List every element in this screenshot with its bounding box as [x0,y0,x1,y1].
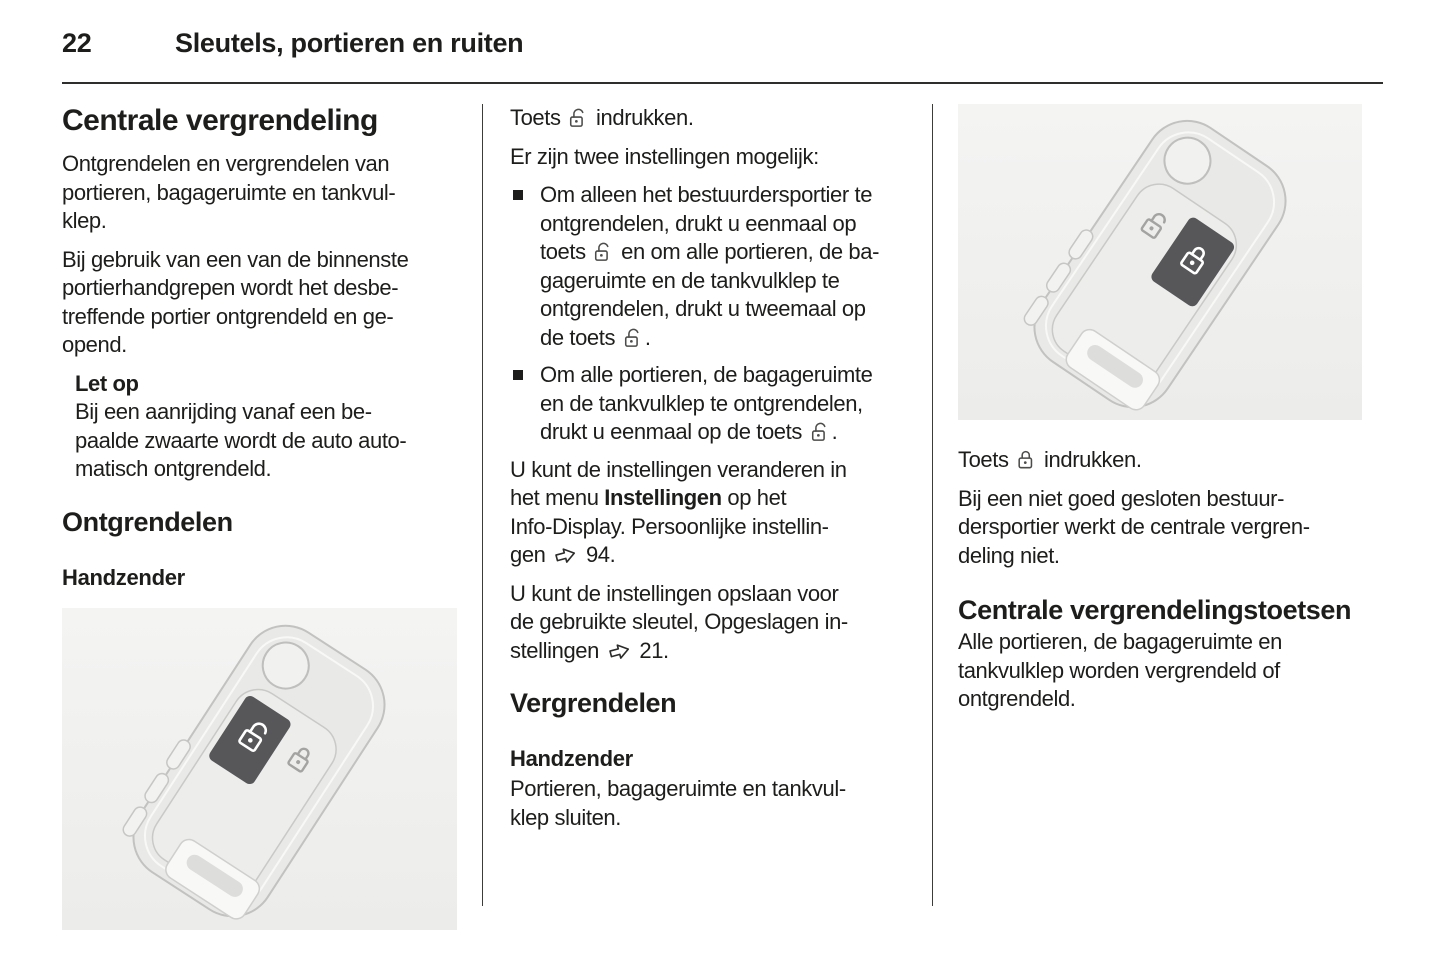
text-segment: het menu [510,485,599,510]
text-segment: indrukken. [596,105,694,130]
text-segment: stellingen [510,637,599,663]
subheading-handzender: Handzender [510,746,633,771]
text-line [540,418,905,447]
page-header [62,28,1383,66]
text-segment: en om alle portieren, de ba- [621,239,879,264]
text-segment: de toets [540,324,616,350]
text-line: klep. [62,208,107,233]
section-heading-ontgrendelen: Ontgrendelen [62,506,233,537]
text-line: ontgrendelen, drukt u eenmaal op [540,210,857,236]
page-number: 22 [62,28,92,58]
column-left [62,104,457,946]
text-line: Om alleen het bestuurdersportier te [540,182,873,207]
section-heading-vergrendelen: Vergrendelen [510,688,677,718]
chapter-title: Sleutels, portieren en ruiten [175,28,524,58]
paragraph [958,628,1364,714]
subheading-handzender: Handzender [62,564,185,590]
text-line: ontgrendelen, drukt u tweemaal op [540,296,866,321]
text-line: paalde zwaarte wordt de auto auto- [75,427,407,453]
text-segment: Toets [958,447,1009,472]
text-line [510,637,905,666]
text-line: gageruimte en de tankvulklep te [540,267,840,293]
text-segment: op het [727,485,787,510]
key-fob-unlock-figure [62,608,457,930]
list-item [510,181,905,352]
unlock-icon [568,105,588,130]
text-segment: . [644,324,651,350]
text-segment: . [831,419,838,444]
lock-icon [1016,447,1036,472]
menu-name-bold: Instellingen [604,485,722,510]
header-rule [62,82,1383,84]
bullet-square-icon [513,190,523,200]
note-block [75,370,457,484]
text-line: dersportier werkt de centrale vergren- [958,514,1310,539]
section-heading-centrale-vergrendeling: Centrale vergrendeling [62,104,378,137]
column-right [958,104,1364,724]
paragraph [62,150,457,236]
bullet-list [510,181,905,447]
text-line: Ontgrendelen en vergrendelen van [62,151,390,176]
text-line: U kunt de instellingen veranderen in [510,456,847,482]
text-line: en de tankvulklep te ontgrendelen, [540,390,863,416]
note-title: Let op [75,370,139,396]
column-divider [482,104,483,906]
paragraph [510,580,905,666]
text-segment: indrukken. [1044,447,1142,472]
text-line: Info-Display. Persoonlijke instellin- [510,513,829,539]
text-line: U kunt de instellingen opslaan voor [510,580,839,606]
text-line [540,238,905,267]
unlock-icon [593,239,613,264]
text-line [510,484,905,513]
press-unlock-line [510,104,905,133]
list-item [510,361,905,447]
unlock-icon [810,419,830,444]
page-content [62,104,1383,946]
text-segment: toets [540,239,586,264]
text-line [510,541,905,570]
page-reference: 21. [639,637,669,663]
page-ref-arrow-icon [553,545,578,566]
paragraph [958,485,1364,571]
text-line: ontgrendeld. [958,686,1076,711]
press-lock-line [958,446,1364,475]
column-middle [510,104,905,842]
text-line: portierhandgrepen wordt het desbe- [62,275,399,300]
text-line: deling niet. [958,542,1060,568]
text-line: Er zijn twee instellingen mogelijk: [510,143,819,169]
text-line: matisch ontgrendeld. [75,456,272,481]
paragraph [510,143,905,172]
column-divider [932,104,933,906]
paragraph [62,246,457,360]
text-segment: drukt u eenmaal op de toets [540,419,802,444]
text-line: de gebruikte sleutel, Opgeslagen in- [510,609,848,634]
text-line: opend. [62,332,127,357]
paragraph [510,775,905,832]
text-line: Bij een niet goed gesloten bestuur- [958,485,1285,511]
bullet-square-icon [513,370,523,380]
text-line: klep sluiten. [510,804,621,830]
text-line [540,324,905,353]
key-fob-illustration-lock [958,104,1362,420]
text-segment: gen [510,542,546,567]
text-line: portieren, bagageruimte en tankvul- [62,179,396,205]
text-line: Portieren, bagageruimte en tankvul- [510,776,846,801]
text-line: Bij gebruik van een van de binnenste [62,246,409,272]
key-fob-illustration-unlock [62,608,457,930]
unlock-icon [623,325,643,350]
text-line: Om alle portieren, de bagageruimte [540,362,873,387]
paragraph [510,456,905,570]
text-line: Bij een aanrijding vanaf een be- [75,399,372,424]
text-line: Alle portieren, de bagageruimte en [958,629,1282,654]
text-segment: Toets [510,105,561,130]
section-heading-centrale-vergrendelingstoetsen: Centrale vergrendelingstoetsen [958,595,1352,625]
text-line: treffende portier ontgrendeld en ge- [62,303,394,329]
text-line: tankvulklep worden vergrendeld of [958,657,1280,683]
key-fob-lock-figure [958,104,1362,420]
page-ref-arrow-icon [607,641,632,662]
page-reference: 94. [585,542,616,567]
